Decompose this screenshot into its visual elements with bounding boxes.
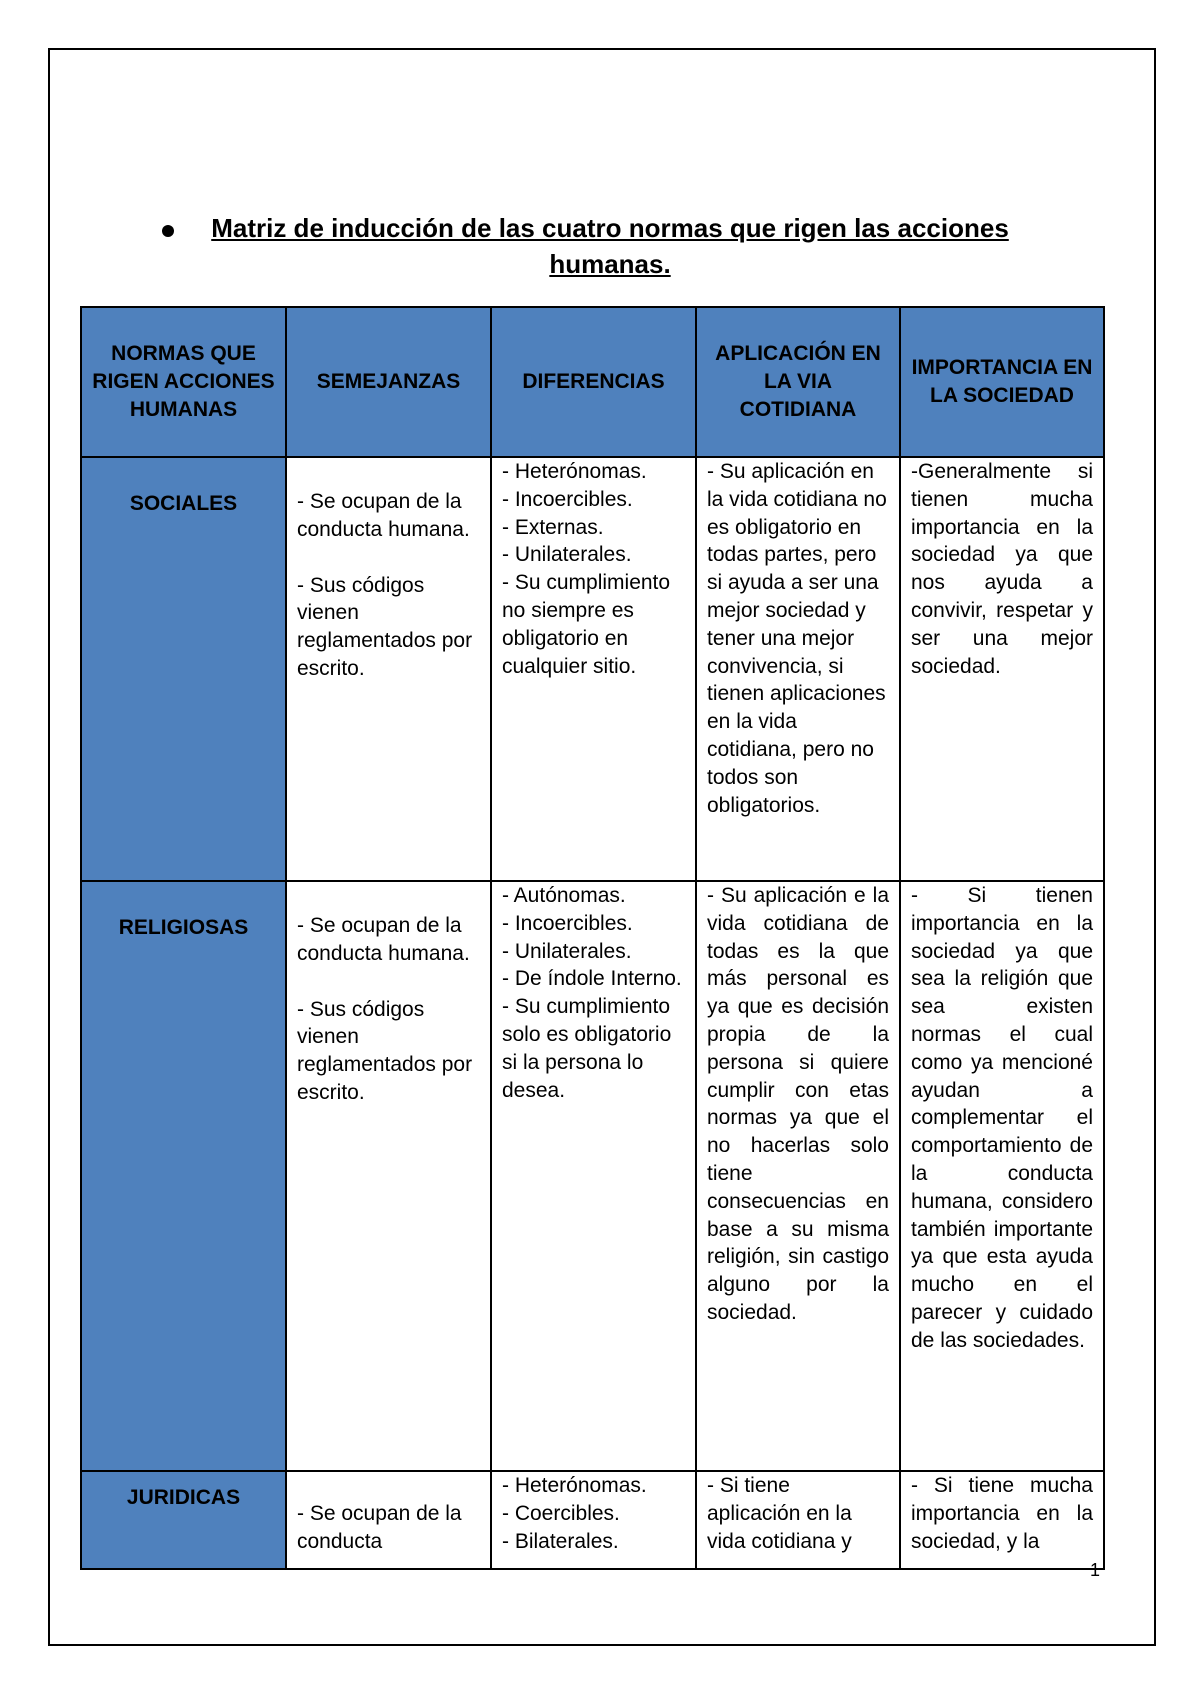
semejanza-item: - Se ocupan de la conducta humana. [297,490,470,541]
aplicacion-cell: - Su aplicación e la vida cotidiana de todas es la que más personal es ya que es decisión propia de la persona si quiere cumplir con etas normas ya que el no hacerlas solo tiene consecuencias en base a su misma religión, sin castigo alguno por la sociedad. [696,881,900,1471]
page-title [150,210,1070,282]
norms-matrix-table [80,306,1105,1570]
diferencia-item: - Unilaterales. [502,939,632,963]
diferencia-item: - Su cumplimiento solo es obligatorio si la persona lo desea. [502,995,672,1102]
diferencia-item: - Su cumplimiento no siempre es obligatorio en cualquier sitio. [502,571,671,678]
semejanzas-cell [286,881,491,1471]
semejanza-item: - Sus códigos vienen reglamentados por escrito. [297,997,473,1104]
importancia-cell: - Si tienen importancia en la sociedad ya que sea la religión que sea existen normas el cual como ya mencioné ayudan a complementar el comportamiento de la conducta humana, considero también importante ya que esta ayuda mucho en el parecer y cuidado de las sociedades. [900,881,1104,1471]
diferencia-item: - Coercibles. [502,1501,620,1525]
table-row [81,1471,1104,1569]
diferencia-item: - Heterónomas. [502,460,647,483]
table-header-row [81,307,1104,457]
semejanzas-cell [286,457,491,881]
importancia-cell: -Generalmente si tienen mucha importancia en la sociedad ya que nos ayuda a convivir, respetar y ser una mejor sociedad. [900,457,1104,881]
diferencia-item: - Incoercibles. [502,487,633,511]
title-line-1: Matriz de inducción de las cuatro normas que rigen las acciones [211,213,1009,243]
diferencia-item: - Externas. [502,515,604,539]
page-number: 1 [1090,1560,1101,1580]
diferencia-item: - Bilaterales. [502,1529,619,1553]
header-aplicacion: APLICACIÓN EN LA VIA COTIDIANA [696,307,900,457]
table-row [81,881,1104,1471]
table-row [81,457,1104,881]
diferencias-cell [491,1471,696,1569]
diferencia-item: - Unilaterales. [502,543,632,567]
row-head-sociales: SOCIALES [81,457,286,881]
header-semejanzas: SEMEJANZAS [286,307,491,457]
aplicacion-cell: - Si tiene aplicación en la vida cotidiana y [696,1471,900,1569]
diferencia-item: - Heterónomas. [502,1474,647,1497]
diferencias-cell [491,881,696,1471]
semejanza-item: - Sus códigos vienen reglamentados por escrito. [297,573,473,680]
header-diferencias: DIFERENCIAS [491,307,696,457]
row-head-religiosas: RELIGIOSAS [81,881,286,1471]
diferencia-item: - De índole Interno. [502,967,682,991]
header-importancia: IMPORTANCIA EN LA SOCIEDAD [900,307,1104,457]
semejanza-item: - Se ocupan de la conducta humana. [297,914,470,965]
diferencias-cell [491,457,696,881]
aplicacion-cell: - Su aplicación en la vida cotidiana no es obligatorio en todas partes, pero si ayuda a ser una mejor sociedad y tener una mejor convivencia, si tienen aplicaciones en la vida cotidiana, pero no todos son obligatorios. [696,457,900,881]
diferencia-item: - Incoercibles. [502,911,633,935]
importancia-cell: - Si tiene mucha importancia en la sociedad, y la [900,1471,1104,1569]
title-line-2: humanas. [549,249,671,279]
semejanzas-cell [286,1471,491,1569]
diferencia-item: - Autónomas. [502,884,626,907]
header-normas: NORMAS QUE RIGEN ACCIONES HUMANAS [81,307,286,457]
row-head-juridicas: JURIDICAS [81,1471,286,1569]
semejanza-item: - Se ocupan de la conducta [297,1502,462,1553]
